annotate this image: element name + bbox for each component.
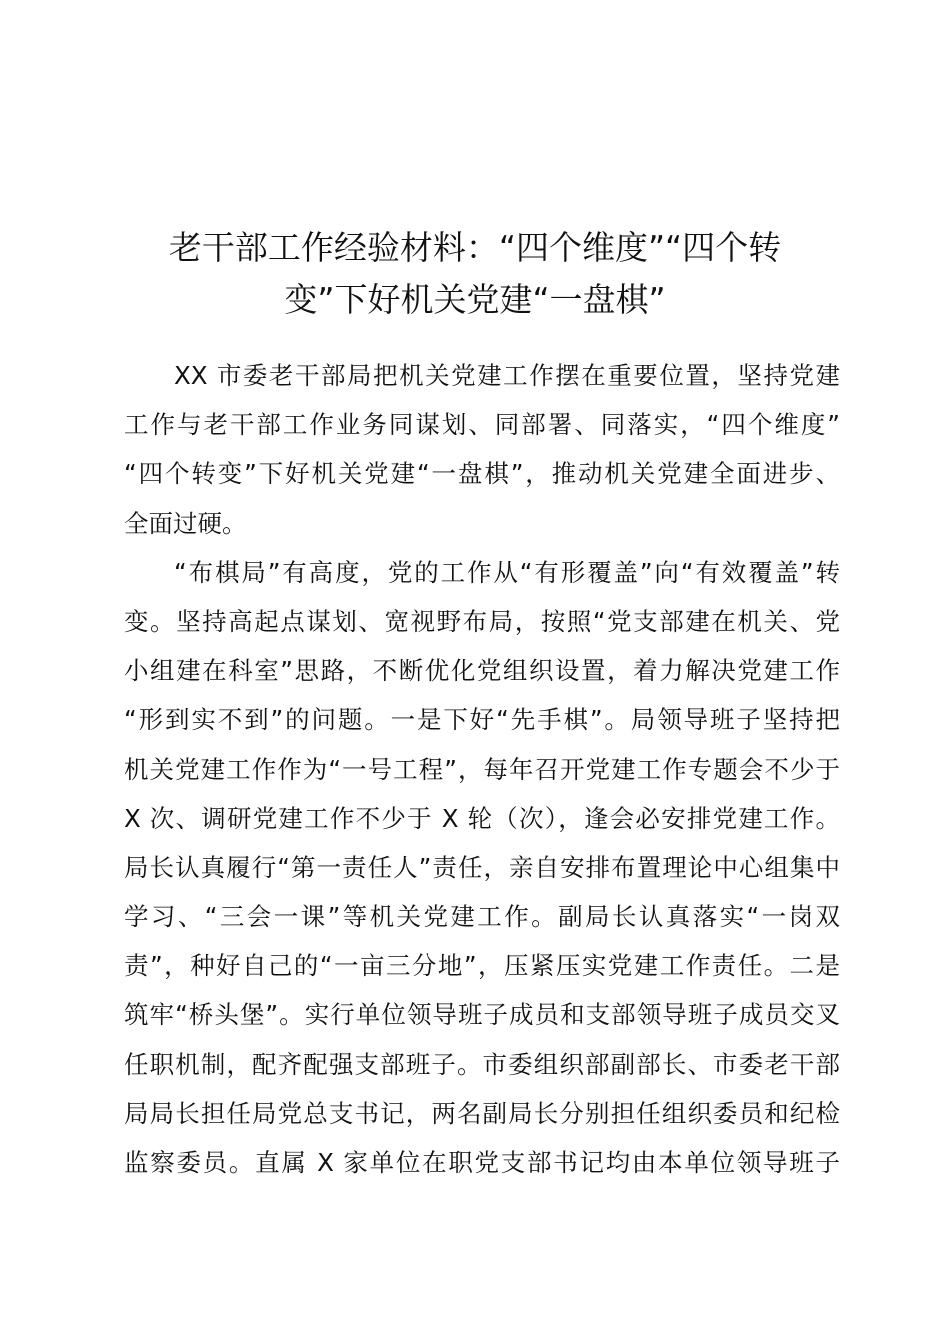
paragraph-2-line-13: 监察委员。直属 X 家单位在职党支部书记均由本单位领导班子 bbox=[124, 1148, 840, 1177]
paragraph-2-line-6: X 次、调研党建工作不少于 X 轮（次），逢会必安排党建工作。 bbox=[124, 803, 840, 833]
paragraph-1-line-1: XX 市委老干部局把机关党建工作摆在重要位置，坚持党建 bbox=[174, 361, 840, 390]
paragraph-2-line-10: 筑牢“桥头堡”。实行单位领导班子成员和支部领导班子成员交叉 bbox=[124, 1000, 840, 1030]
paragraph-2-line-8: 学习、“三会一课”等机关党建工作。副局长认真落实“一岗双 bbox=[124, 902, 840, 932]
document-title bbox=[120, 222, 830, 326]
paragraph-1-line-4: 全面过硬。 bbox=[124, 508, 247, 538]
paragraph-2-line-7: 局长认真履行“第一责任人”责任，亲自安排布置理论中心组集中 bbox=[124, 852, 840, 882]
title-line-2: 变”下好机关党建“一盘棋” bbox=[284, 280, 666, 319]
paragraph-2-line-4: “形到实不到”的问题。一是下好“先手棋”。局领导班子坚持把 bbox=[124, 705, 840, 735]
paragraph-2-line-11: 任职机制，配齐配强支部班子。市委组织部副部长、市委老干部 bbox=[124, 1049, 840, 1079]
paragraph-2-line-12: 局局长担任局党总支书记，两名副局长分别担任组织委员和纪检 bbox=[124, 1098, 840, 1128]
paragraph-2-line-1: “布棋局”有高度，党的工作从“有形覆盖”向“有效覆盖”转 bbox=[174, 557, 840, 587]
title-line-1: 老干部工作经验材料：“四个维度”“四个转 bbox=[168, 228, 782, 267]
paragraph-2-line-2: 变。坚持高起点谋划、宽视野布局，按照“党支部建在机关、党 bbox=[124, 606, 840, 636]
document-body bbox=[124, 351, 840, 1187]
paragraph-1-line-3: “四个转变”下好机关党建“一盘棋”，推动机关党建全面进步、 bbox=[124, 459, 840, 489]
paragraph-2-line-9: 责”，种好自己的“一亩三分地”，压紧压实党建工作责任。二是 bbox=[124, 951, 840, 981]
paragraph-2-line-3: 小组建在科室”思路，不断优化党组织设置，着力解决党建工作 bbox=[124, 656, 840, 686]
paragraph-2-line-5: 机关党建工作作为“一号工程”，每年召开党建工作专题会不少于 bbox=[124, 754, 840, 784]
paragraph-1-line-2: 工作与老干部工作业务同谋划、同部署、同落实，“四个维度” bbox=[124, 410, 840, 440]
